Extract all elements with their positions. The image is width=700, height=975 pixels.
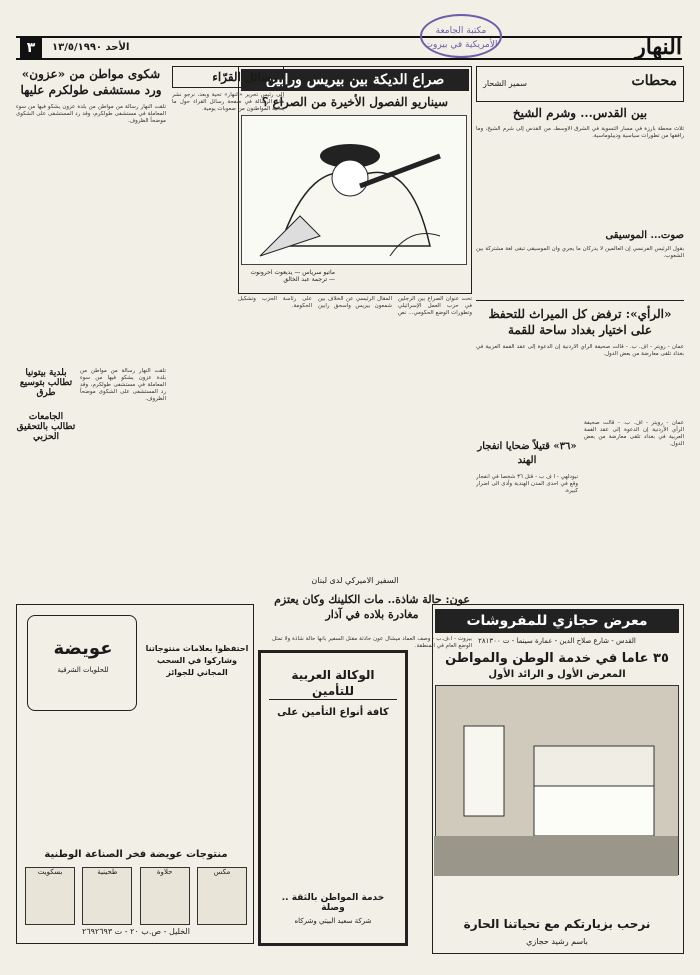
sidebar-body-2: بقول الرئيس الفرنسي إن العالمين لا يدركان ما يجري وان الموسيقى تبقى لغة مشتركة بين الشعوب. <box>476 246 684 259</box>
bedroom-illustration <box>434 686 678 876</box>
aweida-footer: منتوجات عويضة فخر الصناعة الوطنية <box>44 849 228 860</box>
furniture-ad-tagline: المعرض الأول و الرائد الأول <box>488 669 626 680</box>
bedroom-photo <box>435 685 679 875</box>
insurance-sub: كافة أنواع التأمين على <box>277 707 389 718</box>
aweida-contact: الخليل - ص.ب ٢٠ - ت ٢٦٩٢٦٩٣ <box>82 927 190 936</box>
sidebar-author: سمير الشحار <box>483 79 527 88</box>
letters-label-box <box>172 66 284 88</box>
newspaper-logo: النهار <box>635 34 682 60</box>
letters-label: رسائل القرّاء <box>212 70 277 84</box>
main-subheadline: سيناريو الفصول الأخيرة من الصراع ؟ <box>261 95 449 109</box>
sidebar-headline-2: صوت... الموسيقى <box>605 230 684 241</box>
sidebar-label-box <box>476 66 684 102</box>
aweida-products <box>25 867 247 923</box>
sidebar-label: محطات <box>631 73 677 89</box>
furniture-ad <box>432 604 684 954</box>
mid-headline: عون: حالة شاذة.. مات الكلينك وكان يعتزم مغادرة بلاده في آذار <box>274 593 470 621</box>
aweida-logo <box>27 615 137 711</box>
main-story-body: تحت عنوان الصراع بين الرجلين في حزب العمل الإسرائيلي وتطورات الوضع الحكومي... نص المقال الرئيسي عن الخلاف بين شمعون بيريس واسحق رابين على رئاسة الحزب وتشكيل الحكومة. <box>238 296 472 316</box>
left-body: تلقت النهار رسالة من مواطن من بلدة عزون يشكو فيها من سوء المعاملة في مستشفى طولكرم، وقد رد المستشفى على الشكوى موضحاً الظروف. <box>16 104 166 124</box>
mid-label: السفير الاميركي لدى لبنان <box>311 576 399 585</box>
mid-body: بيروت - ا.ف.ب - وصف العماد ميشال عون حادثة مقتل السفير بأنها حالة شاذة ولا تمثل الوضع العام في المنطقة. <box>272 636 472 649</box>
sidebar-body-4: نيودلهي - ا ف ب - قتل ٣٦ شخصاً في انفجار وقع في احدى المدن الهندية وأدى الى اضرار كبيرة. <box>476 474 578 494</box>
sidebar-headline-3: «الرأي»: ترفض كل الميراث للتحفظ على اختيار بغداد ساحة للقمة <box>488 307 672 337</box>
page-number: ٣ <box>20 38 42 58</box>
main-headline: صراع الديكة بين بيريس ورابين <box>241 69 469 91</box>
left-body-cont: تلقت النهار رسالة من مواطن من بلدة عزون يشكو فيها من سوء المعاملة في مستشفى طولكرم، وقد رد المستشفى على الشكوى موضحاً الظروف. <box>80 368 166 402</box>
furniture-ad-signature: باسم رشيد حجازي <box>526 937 588 946</box>
insurance-ad <box>258 650 408 946</box>
aweida-product-jar: مكس <box>197 867 247 925</box>
left-headline-3: الجامعات تطالب بالتحقيق الحزبي <box>16 412 76 442</box>
aweida-ad <box>16 604 254 944</box>
aweida-brand: عويضة <box>53 638 113 659</box>
sidebar-headline-1: بين القدس... وشرم الشيخ <box>512 106 648 120</box>
sidebar-body-3: عمان - رويتر - اف. ب. - قالت صحيفة الرأي الأردنية إن الدعوة إلى عقد القمة العربية في بغداد تلقى معارضة من بعض الدول. <box>476 344 684 357</box>
sidebar-headline-4: «٣٦» قتيلاً ضحايا انفجار الهند <box>477 441 577 466</box>
aweida-sub: للحلويات الشرقية <box>57 666 109 674</box>
divider <box>476 300 684 301</box>
aweida-note: احتفظوا بعلامات منتوجاتنا وشاركوا في السحب المجاني للجوائز <box>145 644 249 677</box>
sidebar-body-3-cont: عمان - رويتر - اف. ب. - قالت صحيفة الرأي الأردنية إن الدعوة إلى عقد القمة العربية في بغداد تلقى معارضة من بعض الدول. <box>584 420 684 447</box>
furniture-ad-address: القدس - شارع صلاح الدين - عمارة سينما - ت ٢٨١٣٠٠ <box>478 637 636 645</box>
sidebar-body-1: ثلاث محطة بارزة في مسار التسوية في الشرق الأوسط، من القدس إلى شرم الشيخ، وما رافقها من تطورات سياسية وديبلوماسية. <box>476 126 684 139</box>
aweida-product-jar: حلاوة <box>140 867 190 925</box>
left-headline: شكوى مواطن من «عزون» ورد مستشفى طولكرم عليها <box>20 67 162 97</box>
letters-body: إلى رئيس تحرير «النهار» تحية وبعد، نرجو نشر هذه الرسالة في صفحة رسائل القراء حول ما يعانيه المواطنون من صعوبات يومية. <box>172 92 284 112</box>
aweida-product-jar: طحينية <box>82 867 132 925</box>
left-headline-2: بلدية بيتونيا تطالب بتوسيع طرق <box>19 368 73 398</box>
dateline: الأحد ١٣/٥/١٩٩٠ <box>52 42 130 53</box>
furniture-ad-title: معرض حجازي للمفروشات <box>435 609 679 633</box>
furniture-ad-footer: نرحب بزيارتكم مع تحياتنا الحارة <box>463 917 651 931</box>
aweida-product-jar: بسكويت <box>25 867 75 925</box>
insurance-title: الوكالة العربية للتأمين <box>269 667 397 700</box>
masthead <box>16 36 682 60</box>
cartoon-caption: ماتيو سرياس — يديعوت احرونوت — ترجمة عبد الخالق <box>250 269 335 283</box>
furniture-ad-slogan: ٣٥ عاما في خدمة الوطن والمواطن <box>445 651 669 666</box>
insurance-contact: شركة سعيد البيتي وشركاه <box>294 917 372 925</box>
library-stamp: مكتبة الجامعة الأمريكية في بيروت <box>420 14 502 58</box>
insurance-footer: خدمة المواطن بالثقة .. وصلة <box>281 893 385 913</box>
